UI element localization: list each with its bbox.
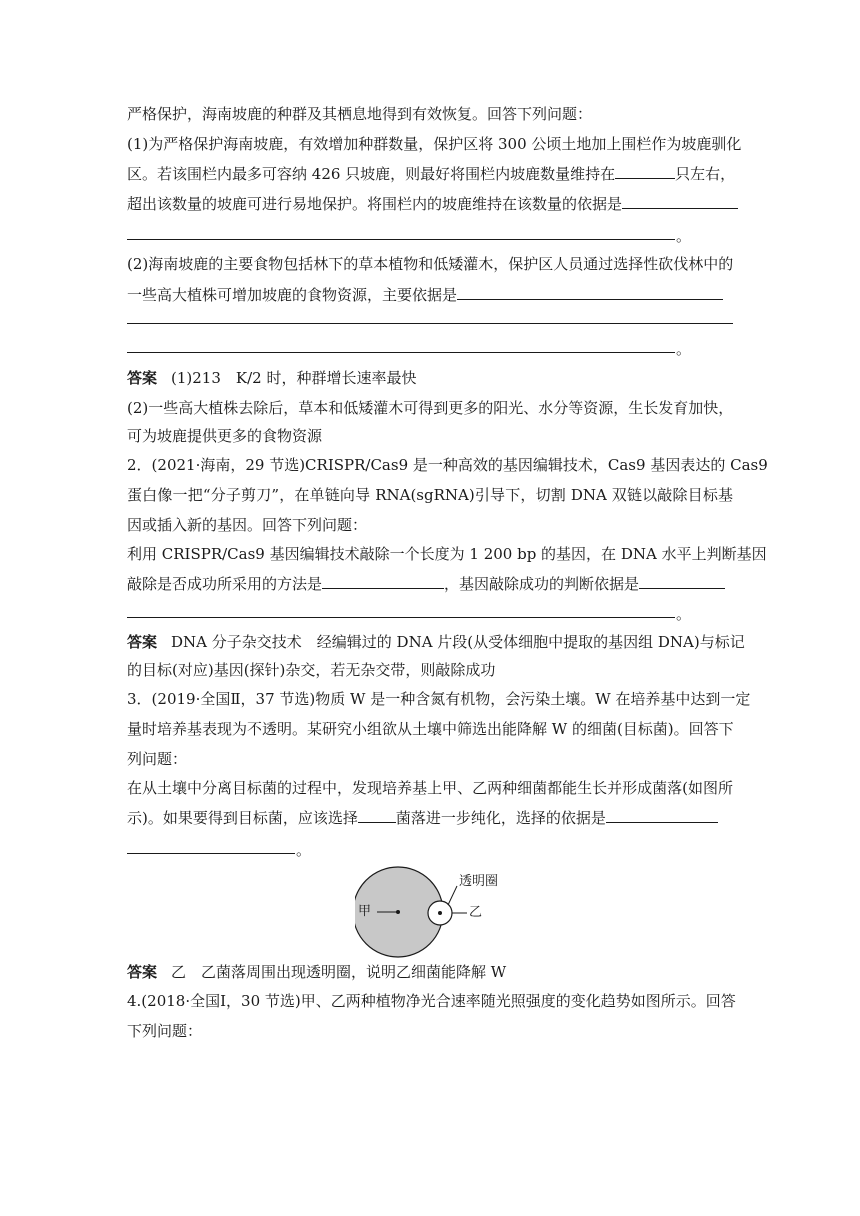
question-3-line: 列问题： [127, 750, 188, 768]
answer-blank[interactable] [622, 194, 738, 209]
answer-blank[interactable] [606, 808, 718, 823]
answer-blank[interactable] [127, 352, 675, 353]
period: 。 [676, 227, 692, 245]
question-2-line: 蛋白像一把“分子剪刀”，在单链向导 RNA(sgRNA)引导下，切割 DNA 双链以敲除目标基 [127, 486, 733, 504]
question-2-line: (2)海南坡鹿的主要食物包括林下的草本植物和低矮灌木，保护区人员通过选择性砍伐林中的 [127, 255, 734, 273]
answer-blank[interactable] [615, 164, 675, 179]
answer-label: 答案 [127, 633, 158, 651]
answer-blank[interactable] [127, 323, 733, 324]
question-3-line: 3．(2019·全国Ⅱ，37 节选)物质 W 是一种含氮有机物，会污染土壤。W 在培养基中达到一定 [127, 690, 751, 708]
colony-figure [355, 862, 515, 962]
answer-1-line: 可为坡鹿提供更多的食物资源 [127, 427, 323, 445]
question-3-line [127, 808, 733, 828]
label-jia: 甲 [358, 904, 372, 919]
text-line: 严格保护，海南坡鹿的种群及其栖息地得到有效恢复。回答下列问题： [127, 105, 593, 123]
question-1-line: (1)为严格保护海南坡鹿，有效增加种群数量，保护区将 300 公顷土地加上围栏作为坡鹿驯化 [127, 135, 742, 153]
answer-3-line [127, 962, 733, 982]
text: 区。若该围栏内最多可容纳 426 只坡鹿，则最好将围栏内坡鹿数量维持在 [127, 165, 616, 183]
question-1-line [127, 164, 736, 184]
answer-blank[interactable] [127, 239, 675, 240]
answer-label: 答案 [127, 963, 158, 981]
answer-text: DNA 分子杂交技术 经编辑过的 DNA 片段(从受体细胞中提取的基因组 DNA)与标记 [171, 633, 745, 651]
question-2-line: 因或插入新的基因。回答下列问题： [127, 516, 368, 534]
text: ，基因敲除成功的判断依据是 [444, 575, 640, 593]
question-3-line: 在从土壤中分离目标菌的过程中，发现培养基上甲、乙两种细菌都能生长并形成菌落(如图所 [127, 779, 733, 797]
answer-blank[interactable] [322, 574, 444, 589]
ring-leader-line [448, 886, 457, 905]
answer-2-line [127, 632, 745, 652]
question-2-line: 2．(2021·海南，29 节选)CRISPR/Cas9 是一种高效的基因编辑技术，Cas9 基因表达的 Cas9 [127, 456, 768, 474]
colony-yi-dot [438, 911, 442, 915]
label-yi: 乙 [469, 905, 483, 920]
text: 超出该数量的坡鹿可进行易地保护。将围栏内的坡鹿维持在该数量的依据是 [127, 195, 623, 213]
answer-1-line [127, 368, 733, 388]
answer-blank[interactable] [127, 853, 295, 854]
question-1-line [127, 194, 733, 214]
text: 敲除是否成功所采用的方法是 [127, 575, 323, 593]
question-2-line: 利用 CRISPR/Cas9 基因编辑技术敲除一个长度为 1 200 bp 的基因，在 DNA 水平上判断基因 [127, 545, 767, 563]
answer-blank[interactable] [358, 808, 396, 823]
answer-blank[interactable] [457, 285, 723, 300]
answer-1-line: (2)一些高大植株去除后，草本和低矮灌木可得到更多的阳光、水分等资源，生长发育加快， [127, 399, 734, 417]
question-3-line: 量时培养基表现为不透明。某研究小组欲从土壤中筛选出能降解 W 的细菌(目标菌)。回答下 [127, 720, 734, 738]
answer-text: 乙 乙菌落周围出现透明圈，说明乙细菌能降解 W [171, 963, 507, 981]
period: 。 [296, 841, 312, 859]
answer-blank[interactable] [127, 617, 675, 618]
text: 一些高大植株可增加坡鹿的食物资源，主要依据是 [127, 286, 458, 304]
answer-blank[interactable] [639, 574, 725, 589]
question-4-line: 4.(2018·全国Ⅰ，30 节选)甲、乙两种植物净光合速率随光照强度的变化趋势如图所示。回答 [127, 992, 736, 1010]
text: 菌落进一步纯化，选择的依据是 [395, 809, 606, 827]
answer-label: 答案 [127, 369, 158, 387]
question-2-line [127, 574, 733, 594]
period: 。 [676, 605, 692, 623]
label-ring: 透明圈 [459, 874, 499, 889]
question-4-line: 下列问题： [127, 1022, 203, 1040]
answer-2-line: 的目标(对应)基因(探针)杂交，若无杂交带，则敲除成功 [127, 661, 496, 679]
answer-text: (1)213 K/2 时，种群增长速率最快 [171, 369, 417, 387]
text: 只左右， [675, 165, 736, 183]
text: 示)。如果要得到目标菌，应该选择 [127, 809, 358, 827]
period: 。 [676, 340, 692, 358]
question-2-line [127, 285, 733, 305]
